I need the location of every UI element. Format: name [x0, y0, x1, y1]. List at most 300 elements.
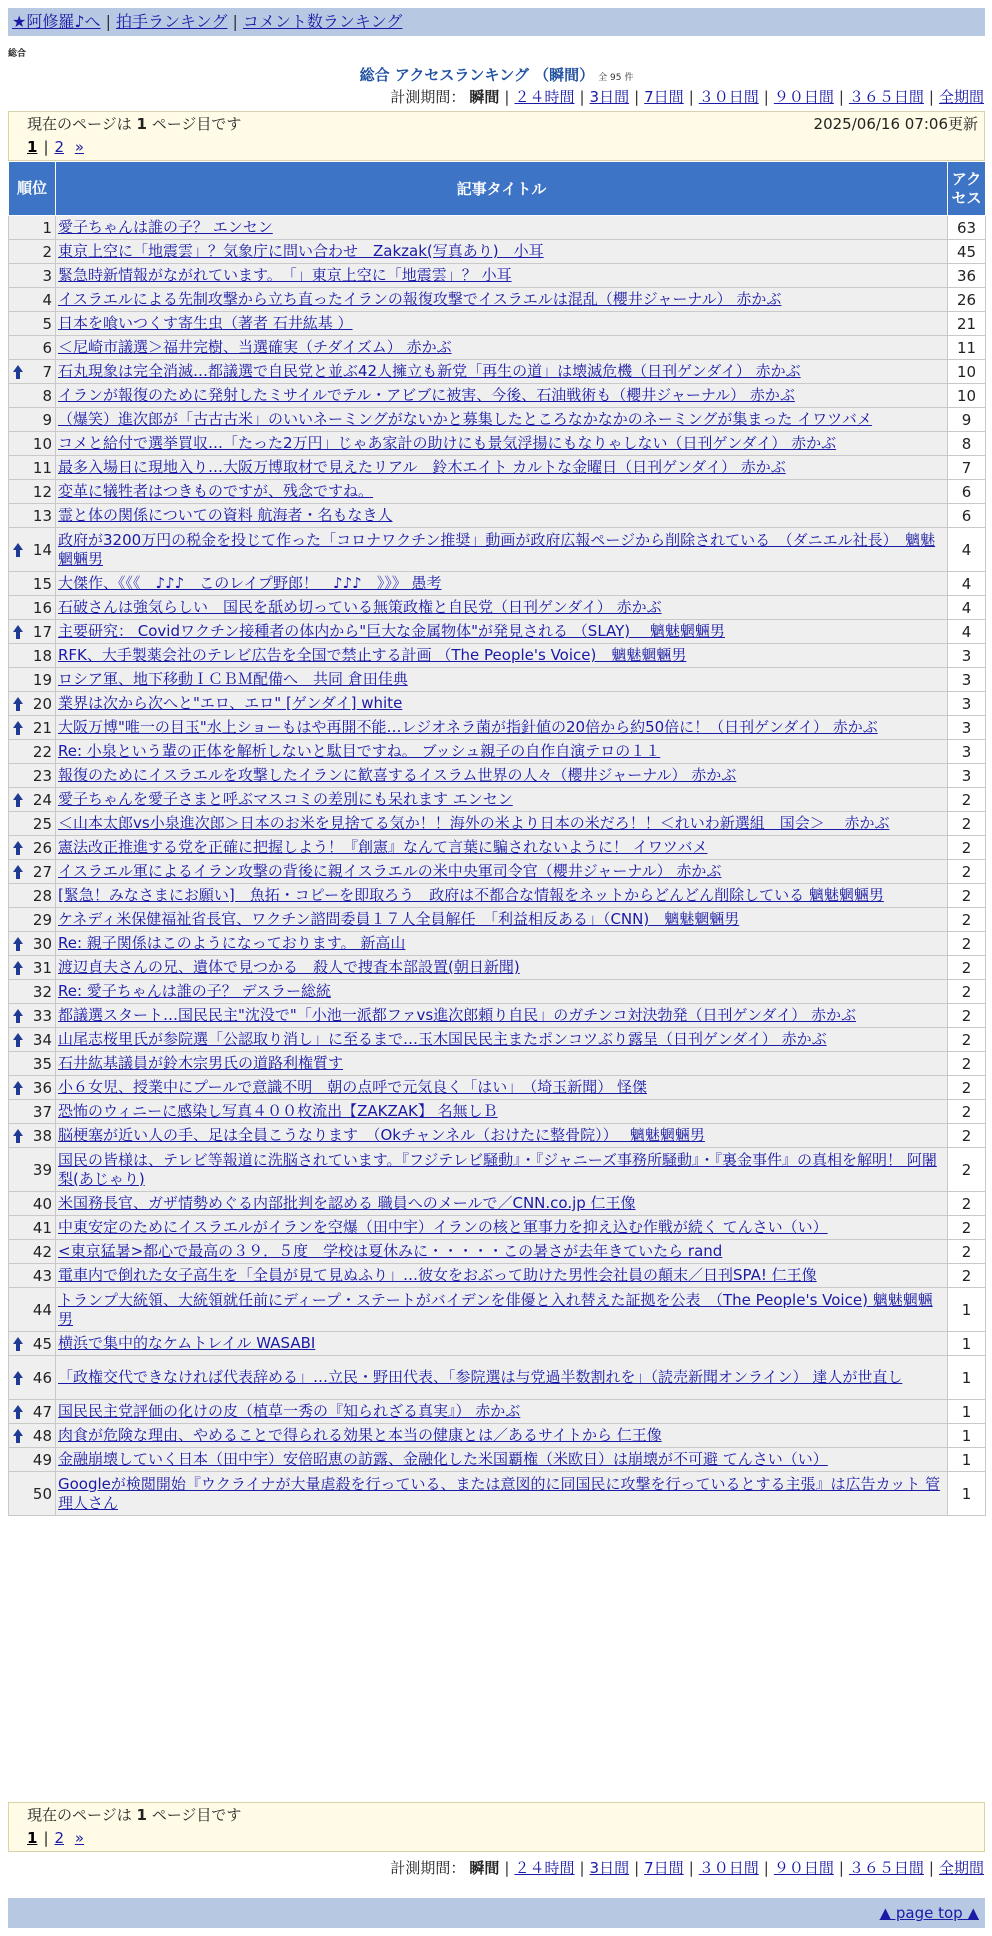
table-row — [9, 432, 986, 456]
period-selector-bottom: 計測期間： 瞬間 | ２４時間 | 3日間 | 7日間 | ３０日間 | ９０日間 | ３６５日間 | 全期間 — [390, 1859, 984, 1877]
rank-number: 18 — [32, 646, 52, 665]
article-title-link[interactable]: トランプ大統領、大統領就任前にディープ・ステートがバイデンを俳優と入れ替えた証拠を公表 （The People's Voice) 魑魅魍魎男 — [58, 1290, 933, 1328]
rank-number: 8 — [42, 386, 52, 405]
table-row — [9, 572, 986, 596]
rank-cell — [9, 288, 56, 312]
title-cell — [56, 1004, 948, 1028]
rank-number: 5 — [42, 314, 52, 333]
period-link-3d[interactable]: 3日間 — [589, 88, 630, 106]
article-title-link[interactable]: ＜尼崎市議選＞福井完樹、当選確実（チダイズム） 赤かぶ — [58, 338, 452, 356]
table-row — [9, 908, 986, 932]
rank-cell — [9, 1124, 56, 1148]
period-link-24h[interactable]: ２４時間 — [514, 88, 575, 106]
page-top-link[interactable]: ▲ page top ▲ — [879, 1904, 979, 1922]
period-link-3d[interactable]: 3日間 — [589, 1859, 630, 1877]
access-count: 45 — [948, 240, 986, 264]
title-cell — [56, 384, 948, 408]
rank-up-arrow-icon — [13, 1081, 23, 1095]
access-count: 63 — [948, 216, 986, 240]
access-count: 3 — [948, 668, 986, 692]
table-row — [9, 1076, 986, 1100]
article-title-link[interactable]: Re: 小泉という輩の正体を解析しないと駄目ですね。 ブッシュ親子の自作自演テロの１１ — [58, 742, 661, 760]
article-title-link[interactable]: 大傑作、《《《 ♪♪♪ このレイプ野郎！ ♪♪♪ 》》》 愚考 — [58, 574, 442, 592]
title-cell — [56, 240, 948, 264]
table-row — [9, 836, 986, 860]
access-count: 21 — [948, 312, 986, 336]
article-title-link[interactable]: 国民の皆様は、テレビ等報道に洗脳されています。『フジテレビ騒動』・『ジャニーズ事務所騒動』・『裏金事件』の真相を解明！ 阿闍梨(あじゃり) — [58, 1150, 937, 1188]
article-title-link[interactable]: 石井紘基議員が鈴木宗男氏の道路利権質す — [58, 1054, 344, 1072]
article-title-link[interactable]: 中東安定のためにイスラエルがイランを空爆（田中宇）イランの核と軍事力を抑え込む作戦が続く てんさい（い） — [58, 1218, 828, 1236]
rank-number: 17 — [32, 622, 52, 641]
access-count: 1 — [948, 1288, 986, 1332]
rank-number: 43 — [32, 1266, 52, 1285]
table-row — [9, 528, 986, 572]
table-row — [9, 644, 986, 668]
title-cell — [56, 312, 948, 336]
table-row — [9, 216, 986, 240]
rank-cell — [9, 1264, 56, 1288]
rank-cell — [9, 528, 56, 572]
access-count: 1 — [948, 1332, 986, 1356]
access-count: 2 — [948, 836, 986, 860]
rank-cell — [9, 1100, 56, 1124]
rank-cell — [9, 1288, 56, 1332]
period-current: 瞬間 — [469, 1859, 500, 1877]
article-title-link[interactable]: 憲法改正推進する党を正確に把握しよう！『創憲』なんて言葉に騙されないように！ イワツバメ — [58, 838, 708, 856]
period-link-30d[interactable]: ３０日間 — [698, 1859, 759, 1877]
article-title-link[interactable]: 山尾志桜里氏が参院選「公認取り消し」に至るまで…玉木国民民主またポンコツぶり露呈（日刊ゲンダイ） 赤かぶ — [58, 1030, 827, 1048]
rank-cell — [9, 716, 56, 740]
page-next-link[interactable]: » — [74, 138, 85, 156]
rank-up-arrow-icon — [13, 961, 23, 975]
title-cell — [56, 288, 948, 312]
access-count: 6 — [948, 480, 986, 504]
title-cell — [56, 908, 948, 932]
top-nav-bar — [8, 8, 985, 36]
title-cell — [56, 1356, 948, 1400]
access-count: 4 — [948, 528, 986, 572]
article-title-link[interactable]: 日本を喰いつくす寄生虫（著者 石井紘基 ） — [58, 314, 353, 332]
period-link-30d[interactable]: ３０日間 — [698, 88, 759, 106]
title-cell — [56, 788, 948, 812]
access-count: 2 — [948, 884, 986, 908]
rank-up-arrow-icon — [13, 1033, 23, 1047]
rank-cell — [9, 1448, 56, 1472]
rank-cell — [9, 216, 56, 240]
rank-up-arrow-icon — [13, 543, 23, 557]
access-count: 2 — [948, 788, 986, 812]
title-cell — [56, 668, 948, 692]
table-row — [9, 336, 986, 360]
title-cell — [56, 336, 948, 360]
article-title-link[interactable]: Re: 親子関係はこのようになっております。 新高山 — [58, 934, 406, 952]
access-count: 10 — [948, 360, 986, 384]
rank-number: 20 — [32, 694, 52, 713]
article-title-link[interactable]: 横浜で集中的なケムトレイル WASABI — [58, 1334, 316, 1352]
rank-cell — [9, 1076, 56, 1100]
article-title-link[interactable]: Googleが検閲開始『ウクライナが大量虐殺を行っている、または意図的に同国民に攻撃を行っているとする主張』は広告カット 管理人さん — [58, 1474, 941, 1512]
table-row — [9, 1424, 986, 1448]
rank-number: 33 — [32, 1006, 52, 1025]
rank-number: 23 — [32, 766, 52, 785]
ranking-header — [8, 64, 985, 85]
title-cell — [56, 408, 948, 432]
period-link-90d[interactable]: ９０日間 — [773, 1859, 834, 1877]
rank-cell — [9, 1424, 56, 1448]
rank-cell — [9, 788, 56, 812]
rank-cell — [9, 668, 56, 692]
access-count: 26 — [948, 288, 986, 312]
rank-number: 13 — [32, 506, 52, 525]
article-title-link[interactable]: 肉食が危険な理由、やめることで得られる効果と本当の健康とは／あるサイトから 仁王像 — [58, 1426, 662, 1444]
title-cell — [56, 1264, 948, 1288]
table-row — [9, 812, 986, 836]
title-cell — [56, 1216, 948, 1240]
rank-cell — [9, 932, 56, 956]
article-title-link[interactable]: イランが報復のために発射したミサイルでテル・アビブに被害、今後、石油戦術も（櫻井ジャーナル） 赤かぶ — [58, 386, 795, 404]
category-label: 総合 — [8, 49, 27, 59]
article-title-link[interactable]: 東京上空に「地震雲」？気象庁に問い合わせ Zakzak(写真あり) 小耳 — [58, 242, 544, 260]
rank-up-arrow-icon — [13, 697, 23, 711]
table-row — [9, 980, 986, 1004]
article-title-link[interactable]: ロシア軍、地下移動ＩＣＢＭ配備へ 共同 倉田佳典 — [58, 670, 408, 688]
rank-cell — [9, 1052, 56, 1076]
article-title-link[interactable]: コメと給付で選挙買収…「たった2万円」じゃあ家計の助けにも景気浮揚にもなりゃしない（日刊ゲンダイ） 赤かぶ — [58, 434, 837, 452]
article-title-link[interactable]: 米国務長官、ガザ情勢めぐる内部批判を認める 職員へのメールで／CNN.co.jp 仁王像 — [58, 1194, 636, 1212]
table-row — [9, 360, 986, 384]
rank-number: 29 — [32, 910, 52, 929]
rank-cell — [9, 408, 56, 432]
rank-number: 40 — [32, 1194, 52, 1213]
title-cell — [56, 504, 948, 528]
rank-number: 9 — [42, 410, 52, 429]
title-cell — [56, 1052, 948, 1076]
access-count: 36 — [948, 264, 986, 288]
title-cell — [56, 360, 948, 384]
article-title-link[interactable]: Re: 愛子ちゃんは誰の子？ デスラー総統 — [58, 982, 331, 1000]
access-count: 3 — [948, 740, 986, 764]
article-title-link[interactable]: 石丸現象は完全消滅…都議選で自民党と並ぶ42人擁立も新党「再生の道」は壊滅危機（日刊ゲンダイ） 赤かぶ — [58, 362, 801, 380]
article-title-link[interactable]: 金融崩壊していく日本（田中宇）安倍昭恵の訪露、金融化した米国覇権（米欧日）は崩壊が不可避 てんさい（い） — [58, 1450, 828, 1468]
access-count: 7 — [948, 456, 986, 480]
rank-cell — [9, 1400, 56, 1424]
title-cell — [56, 456, 948, 480]
article-title-link[interactable]: ＜山本太郎vs小泉進次郎＞日本のお米を見捨てる気か！！海外の米より日本の米だろ！！＜れいわ新選組 国会＞ 赤かぶ — [58, 814, 890, 832]
article-title-link[interactable]: イスラエル軍によるイラン攻撃の背後に親イスラエルの米中央軍司令官（櫻井ジャーナル） 赤かぶ — [58, 862, 722, 880]
rank-number: 44 — [32, 1300, 52, 1319]
rank-cell — [9, 620, 56, 644]
total-count: 全 95 件 — [598, 73, 634, 83]
rank-cell — [9, 884, 56, 908]
access-count: 4 — [948, 596, 986, 620]
table-row — [9, 1472, 986, 1516]
table-row — [9, 740, 986, 764]
footer-bar — [8, 1898, 985, 1928]
rank-number: 41 — [32, 1218, 52, 1237]
title-cell — [56, 1332, 948, 1356]
title-cell — [56, 764, 948, 788]
nav-separator: | — [232, 12, 238, 31]
rank-cell — [9, 336, 56, 360]
period-label: 計測期間： — [390, 88, 466, 106]
nav-link-asyura[interactable]: ★阿修羅♪へ — [12, 12, 101, 31]
access-count: 2 — [948, 1004, 986, 1028]
access-count: 1 — [948, 1400, 986, 1424]
rank-cell — [9, 836, 56, 860]
pager-top — [8, 111, 985, 161]
title-cell — [56, 1400, 948, 1424]
ranking-table — [8, 161, 986, 1516]
access-count: 2 — [948, 860, 986, 884]
access-count: 1 — [948, 1448, 986, 1472]
rank-up-arrow-icon — [13, 865, 23, 879]
article-title-link[interactable]: 恐怖のウィニーに感染し写真４００枚流出【ZAKZAK】 名無しＢ — [58, 1102, 498, 1120]
article-title-link[interactable]: RFK、大手製薬会社のテレビ広告を全国で禁止する計画 （The People's Voice) 魑魅魍魎男 — [58, 646, 687, 664]
table-row — [9, 764, 986, 788]
title-cell — [56, 860, 948, 884]
rank-up-arrow-icon — [13, 365, 23, 379]
article-title-link[interactable]: 大阪万博"唯一の目玉"水上ショーもはや再開不能…レジオネラ菌が指針値の20倍から約50倍に！（日刊ゲンダイ） 赤かぶ — [58, 718, 878, 736]
table-row — [9, 408, 986, 432]
access-count: 1 — [948, 1424, 986, 1448]
pager-status-bottom: 現在のページは 1 ページ目です — [27, 1806, 242, 1824]
article-title-link[interactable]: 小６女児、授業中にプールで意識不明 朝の点呼で元気良く「はい」 （埼玉新聞） 怪傑 — [58, 1078, 648, 1096]
table-row — [9, 1216, 986, 1240]
rank-number: 3 — [42, 266, 52, 285]
rank-number: 35 — [32, 1054, 52, 1073]
access-count: 2 — [948, 1076, 986, 1100]
title-cell — [56, 264, 948, 288]
ranking-rows — [9, 216, 986, 1516]
access-count: 3 — [948, 644, 986, 668]
rank-cell — [9, 1216, 56, 1240]
rank-cell — [9, 456, 56, 480]
period-selector-top: 計測期間： 瞬間 | ２４時間 | 3日間 | 7日間 | ３０日間 | ９０日間 | ３６５日間 | 全期間 — [390, 88, 984, 106]
rank-number: 25 — [32, 814, 52, 833]
rank-cell — [9, 692, 56, 716]
article-title-link[interactable]: 業界は次から次へと"エロ、エロ" [ゲンダイ] white — [58, 694, 403, 712]
article-title-link[interactable]: ケネディ米保健福祉省長官、ワクチン諮問委員１７人全員解任 「利益相反ある」（CNN) 魑魅魍魎男 — [58, 910, 740, 928]
rank-cell — [9, 1004, 56, 1028]
rank-cell — [9, 504, 56, 528]
period-link-all[interactable]: 全期間 — [938, 1859, 984, 1877]
rank-number: 19 — [32, 670, 52, 689]
rank-up-arrow-icon — [13, 1405, 23, 1419]
rank-up-arrow-icon — [13, 1371, 23, 1385]
rank-number: 50 — [32, 1484, 52, 1503]
access-count: 6 — [948, 504, 986, 528]
rank-cell — [9, 1240, 56, 1264]
rank-number: 28 — [32, 886, 52, 905]
rank-cell — [9, 908, 56, 932]
table-row — [9, 1332, 986, 1356]
period-link-all[interactable]: 全期間 — [938, 88, 984, 106]
rank-up-arrow-icon — [13, 1009, 23, 1023]
title-cell — [56, 956, 948, 980]
rank-number: 26 — [32, 838, 52, 857]
page-link-2[interactable]: 2 — [54, 138, 65, 156]
article-title-link[interactable]: 電車内で倒れた女子高生を「全員が見て見ぬふり」…彼女をおぶって助けた男性会社員の顛末／日刊SPA! 仁王像 — [58, 1266, 817, 1284]
table-row — [9, 620, 986, 644]
rank-number: 12 — [32, 482, 52, 501]
table-row — [9, 1240, 986, 1264]
period-link-7d[interactable]: 7日間 — [644, 88, 684, 106]
rank-number: 7 — [42, 362, 52, 381]
article-title-link[interactable]: 都議選スタート…国民民主"沈没で"「小池一派都ファvs進次郎頼り自民」のガチンコ対決勃発（日刊ゲンダイ） 赤かぶ — [58, 1006, 857, 1024]
rank-cell — [9, 956, 56, 980]
table-row — [9, 480, 986, 504]
table-row — [9, 956, 986, 980]
rank-cell — [9, 432, 56, 456]
period-link-90d[interactable]: ９０日間 — [773, 88, 834, 106]
article-title-link[interactable]: 愛子ちゃんは誰の子？ エンセン — [58, 218, 273, 236]
table-row — [9, 288, 986, 312]
table-row — [9, 884, 986, 908]
article-title-link[interactable]: 主要研究： Covidワクチン接種者の体内から"巨大な金属物体"が発見される （SLAY) 魑魅魍魎男 — [58, 622, 725, 640]
article-title-link[interactable]: イスラエルによる先制攻撃から立ち直ったイランの報復攻撃でイスラエルは混乱（櫻井ジャーナル） 赤かぶ — [58, 290, 782, 308]
article-title-link[interactable]: 脳梗塞が近い人の手、足は全員こうなります （Okチャンネル（おけたに整骨院）） 魑魅魍魎男 — [58, 1126, 705, 1144]
page-link-2[interactable]: 2 — [54, 1829, 65, 1847]
rank-number: 14 — [32, 540, 52, 559]
article-title-link[interactable]: 報復のためにイスラエルを攻撃したイランに歓喜するイスラム世界の人々（櫻井ジャーナル） 赤かぶ — [58, 766, 737, 784]
rank-number: 4 — [42, 290, 52, 309]
access-count: 3 — [948, 692, 986, 716]
access-count: 2 — [948, 1028, 986, 1052]
rank-cell — [9, 264, 56, 288]
page-current: 1 — [27, 138, 38, 156]
article-title-link[interactable]: 最多入場日に現地入り…大阪万博取材で見えたリアル 鈴木エイト カルトな金曜日（日刊ゲンダイ） 赤かぶ — [58, 458, 786, 476]
title-cell — [56, 884, 948, 908]
period-link-365d[interactable]: ３６５日間 — [848, 1859, 924, 1877]
article-title-link[interactable]: （爆笑）進次郎が「古古古米」のいいネーミングがないかと募集したところなかなかのネーミングが集まった イワツバメ — [58, 410, 872, 428]
title-cell — [56, 1448, 948, 1472]
nav-separator: | — [105, 12, 111, 31]
rank-number: 39 — [32, 1160, 52, 1179]
title-cell — [56, 1240, 948, 1264]
rank-up-arrow-icon — [13, 625, 23, 639]
title-cell — [56, 528, 948, 572]
rank-number: 21 — [32, 718, 52, 737]
rank-number: 48 — [32, 1426, 52, 1445]
title-cell — [56, 1472, 948, 1516]
article-title-link[interactable]: 愛子ちゃんを愛子さまと呼ぶマスコミの差別にも呆れます エンセン — [58, 790, 513, 808]
page-current: 1 — [27, 1829, 38, 1847]
table-row — [9, 932, 986, 956]
title-cell — [56, 716, 948, 740]
access-count: 2 — [948, 908, 986, 932]
column-header-access: アクセス — [948, 162, 986, 216]
article-title-link[interactable]: 緊急時新情報がながれています。 「」東京上空に「地震雲」？ 小耳 — [58, 266, 512, 284]
updated-timestamp: 2025/06/16 07:06更新 — [813, 115, 978, 133]
access-count: 3 — [948, 764, 986, 788]
table-row — [9, 788, 986, 812]
nav-link-applause-ranking[interactable]: 拍手ランキング — [115, 12, 228, 31]
access-count: 1 — [948, 1472, 986, 1516]
table-row — [9, 384, 986, 408]
column-header-title: 記事タイトル — [56, 162, 948, 216]
access-count: 2 — [948, 1240, 986, 1264]
table-row — [9, 1100, 986, 1124]
title-cell — [56, 740, 948, 764]
article-title-link[interactable]: 渡辺貞夫さんの兄、遺体で見つかる 殺人で捜査本部設置(朝日新聞) — [58, 958, 520, 976]
rank-number: 45 — [32, 1334, 52, 1353]
rank-number: 16 — [32, 598, 52, 617]
rank-cell — [9, 812, 56, 836]
period-link-24h[interactable]: ２４時間 — [514, 1859, 575, 1877]
title-cell — [56, 1076, 948, 1100]
table-row — [9, 1288, 986, 1332]
access-count: 4 — [948, 620, 986, 644]
title-cell — [56, 644, 948, 668]
access-count: 2 — [948, 1100, 986, 1124]
page-next-link[interactable]: » — [74, 1829, 85, 1847]
title-cell — [56, 836, 948, 860]
table-row — [9, 692, 986, 716]
table-row — [9, 860, 986, 884]
rank-up-arrow-icon — [13, 721, 23, 735]
rank-cell — [9, 384, 56, 408]
rank-up-arrow-icon — [13, 937, 23, 951]
article-title-link[interactable]: 変革に犠牲者はつきものですが、残念ですね。 — [58, 482, 374, 500]
title-cell — [56, 1192, 948, 1216]
access-count: 2 — [948, 1264, 986, 1288]
access-count: 2 — [948, 956, 986, 980]
article-title-link[interactable]: 霊と体の関係についての資料 航海者・名もなき人 — [58, 506, 393, 524]
period-link-7d[interactable]: 7日間 — [644, 1859, 684, 1877]
article-title-link[interactable]: [緊急！みなさまにお願い] 魚拓・コピーを即取ろう 政府は不都合な情報をネットからどんどん削除している 魑魅魍魎男 — [58, 886, 884, 904]
access-count: 2 — [948, 1124, 986, 1148]
rank-number: 46 — [32, 1368, 52, 1387]
nav-link-comment-ranking[interactable]: コメント数ランキング — [242, 12, 403, 31]
rank-number: 31 — [32, 958, 52, 977]
title-cell — [56, 216, 948, 240]
rank-number: 49 — [32, 1450, 52, 1469]
rank-cell — [9, 1472, 56, 1516]
rank-cell — [9, 1148, 56, 1192]
table-row — [9, 1264, 986, 1288]
rank-number: 30 — [32, 934, 52, 953]
access-count: 2 — [948, 932, 986, 956]
article-title-link[interactable]: 「政権交代できなければ代表辞める」…立民・野田代表、「参院選は与党過半数割れを」（読売新聞オンライン） 達人が世直し — [58, 1368, 903, 1386]
title-cell — [56, 1424, 948, 1448]
table-row — [9, 716, 986, 740]
rank-cell — [9, 480, 56, 504]
rank-number: 10 — [32, 434, 52, 453]
access-count: 2 — [948, 1148, 986, 1192]
rank-cell — [9, 312, 56, 336]
rank-up-arrow-icon — [13, 793, 23, 807]
article-title-link[interactable]: 政府が3200万円の税金を投じて作った「コロナワクチン推奨」動画が政府広報ページから削除されている （ダニエル社長） 魑魅魍魎男 — [58, 530, 936, 568]
article-title-link[interactable]: 国民民主党評価の化けの皮（植草一秀の『知られざる真実』） 赤かぶ — [58, 1402, 521, 1420]
article-title-link[interactable]: <東京猛暑>都心で最高の３９．５度 学校は夏休みに・・・・・この暑さが去年きていたら rand — [58, 1242, 723, 1260]
pager-links: 1 | 2 » — [27, 138, 85, 156]
rank-number: 36 — [32, 1078, 52, 1097]
access-count: 3 — [948, 716, 986, 740]
rank-number: 11 — [32, 458, 52, 477]
rank-number: 2 — [42, 242, 52, 261]
rank-number: 32 — [32, 982, 52, 1001]
title-cell — [56, 1028, 948, 1052]
title-cell — [56, 932, 948, 956]
rank-number: 37 — [32, 1102, 52, 1121]
access-count: 4 — [948, 572, 986, 596]
pager-status: 現在のページは 1 ページ目です 2025/06/16 07:06更新 — [9, 112, 984, 136]
article-title-link[interactable]: 石破さんは強気らしい 国民を舐め切っている無策政権と自民党（日刊ゲンダイ） 赤かぶ — [58, 598, 662, 616]
table-row — [9, 668, 986, 692]
rank-up-arrow-icon — [13, 1429, 23, 1443]
period-link-365d[interactable]: ３６５日間 — [848, 88, 924, 106]
access-count: 9 — [948, 408, 986, 432]
